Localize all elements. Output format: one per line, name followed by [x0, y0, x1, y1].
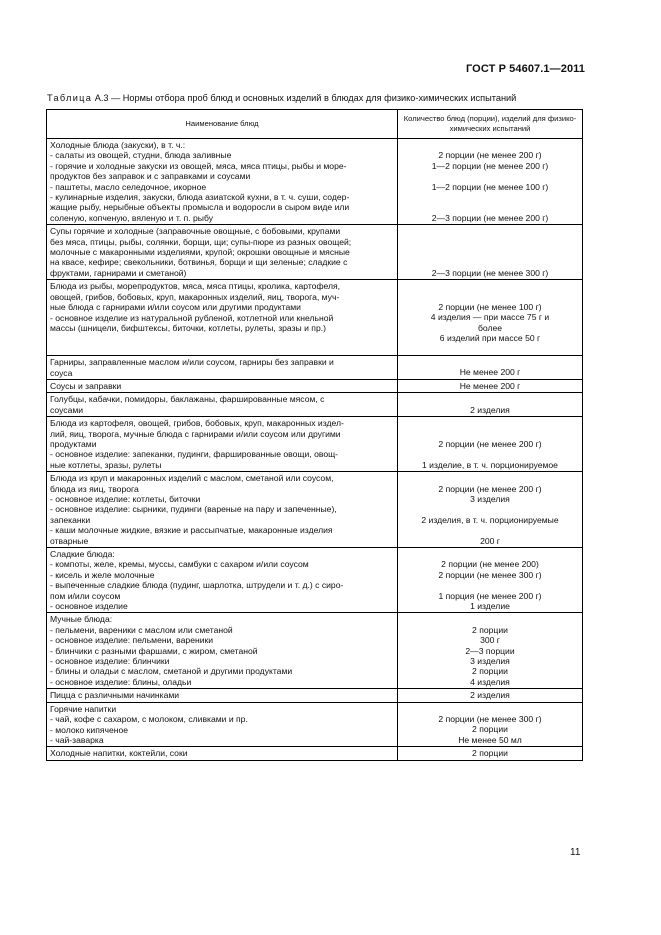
quantity-cell [398, 225, 583, 280]
qty-line: 2 порции [472, 666, 508, 677]
dish-line: Горячие напитки [50, 703, 117, 714]
qty-line [401, 281, 579, 291]
qty-line: 1 порция (не менее 200 г) [438, 590, 542, 601]
dish-line: Блюда из рыбы, морепродуктов, мяса, мяса птицы, кролика, картофеля, [50, 281, 341, 292]
dish-line: Гарниры, заправленные маслом и/или соусом, гарниры без заправки и [50, 357, 334, 368]
table-header-row [47, 110, 583, 139]
dish-line [50, 344, 394, 354]
dish-line: молочные с макаронными изделиями, крупой; окрошки овощные и мясные [50, 247, 350, 258]
dish-line: овощей, грибов, бобовых, круп, макаронных изделий, яиц, творога, муч- [50, 291, 340, 302]
dish-line [50, 333, 394, 343]
table-row [47, 417, 583, 472]
dish-line: - основное изделие: котлеты, биточки [50, 493, 201, 504]
dish-cell [47, 689, 398, 702]
column-header-dish: Наименование блюд [47, 110, 398, 139]
qty-line: 2 порции (не менее 300 г) [438, 714, 542, 725]
qty-line [401, 449, 579, 459]
qty-line [401, 704, 579, 714]
dish-line: запеканки [50, 514, 91, 525]
qty-line [401, 357, 579, 367]
qty-line: 1 изделие, в т. ч. порционируемое [422, 459, 558, 470]
dish-line: Холодные напитки, коктейли, соки [50, 748, 188, 759]
dish-line: - основное изделие: пельмени, вареники [50, 635, 214, 646]
dish-line: - кулинарные изделия, закуски, блюда азиатской кухни, в т. ч. суши, содер- [50, 192, 350, 203]
dish-line: - основное изделие: блины, оладьи [50, 676, 192, 687]
qty-line: 2 порции (не менее 100 г) [438, 302, 542, 313]
dish-line: Супы горячие и холодные (заправочные овощные, с бобовыми, крупами [50, 226, 341, 237]
dish-line: Соусы и заправки [50, 380, 122, 391]
qty-line: 1—2 порции (не менее 200 г) [431, 160, 549, 171]
qty-line [401, 549, 579, 559]
quantity-cell [398, 548, 583, 613]
quantity-cell [398, 702, 583, 747]
table-caption [47, 93, 516, 103]
quantity-cell [398, 379, 583, 392]
dish-line: соусами [50, 404, 84, 415]
dish-line: Блюда из картофеля, овощей, грибов, бобовых, круп, макаронных издел- [50, 418, 344, 429]
dish-cell [47, 417, 398, 472]
dish-line: жащие рыбу, нерыбные объекты промысла и водоросли в сыром виде или [50, 202, 350, 213]
table-row [47, 689, 583, 702]
dish-line: ные котлеты, зразы, рулеты [50, 459, 162, 470]
qty-line: 1—2 порции (не менее 100 г) [431, 181, 549, 192]
table-row [47, 613, 583, 689]
dish-line: - основное изделие: сырники, пудинги (вареные на пару и запеченные), [50, 504, 337, 515]
qty-line [401, 192, 579, 202]
dish-line: на квасе, кефире; свекольники, ботвинья, борщи и щи зеленые; сладкие с [50, 257, 348, 268]
qty-line: Не менее 50 мл [458, 734, 522, 745]
table-body [47, 139, 583, 761]
qty-line [401, 237, 579, 247]
qty-line: 2 изделия [470, 690, 510, 701]
dish-line: соуса [50, 367, 73, 378]
table-caption-title: А.3 — Нормы отбора проб блюд и основных изделий в блюдах для физико-химических испытаний [94, 93, 517, 103]
table-row [47, 747, 583, 760]
dish-line: - чай-заварка [50, 734, 104, 745]
dish-line: продуктами [50, 438, 97, 449]
dish-line: Сладкие блюда: [50, 549, 115, 559]
dish-cell [47, 139, 398, 225]
dish-line: - паштеты, масло селедочное, икорное [50, 181, 207, 192]
qty-line [401, 429, 579, 439]
qty-line [401, 525, 579, 535]
sampling-norms-table [46, 109, 583, 761]
quantity-cell [398, 613, 583, 689]
dish-line: фруктами, гарнирами и сметаной) [50, 267, 187, 278]
dish-line: - каши молочные жидкие, вязкие и рассыпчатые, макаронные изделия [50, 525, 333, 536]
table-row [47, 356, 583, 380]
qty-line: 1 изделие [470, 601, 510, 611]
dish-cell [47, 225, 398, 280]
quantity-cell [398, 393, 583, 417]
table-row [47, 225, 583, 280]
table-row [47, 702, 583, 747]
dish-line: - выпеченные сладкие блюда (пудинг, шарлотка, штрудели и т. д.) с сиро- [50, 580, 344, 591]
qty-line: 300 г [480, 635, 500, 646]
qty-line: 2 порции (не менее 200 г) [438, 150, 542, 161]
qty-line: более [477, 322, 503, 333]
dish-line: - основное изделие из натуральной рубленой, котлетной или кнельной [50, 312, 334, 323]
dish-line: - блины и оладьи с маслом, сметаной и другими продуктами [50, 666, 293, 677]
table-row [47, 472, 583, 548]
table-row [47, 548, 583, 613]
qty-line: 3 изделия [470, 493, 510, 504]
quantity-cell [398, 356, 583, 380]
dish-line: ные блюда с гарнирами и/или соусом или другими продуктами [50, 302, 301, 313]
qty-line [401, 473, 579, 483]
quantity-cell [398, 417, 583, 472]
page-number: 11 [570, 847, 581, 858]
dish-line: пом и/или соусом [50, 590, 121, 601]
qty-line: 2 порции (не менее 300 г) [438, 569, 542, 580]
dish-cell [47, 356, 398, 380]
qty-line: 2 изделия, в т. ч. порционируемые [421, 514, 559, 525]
dish-line: блюда из яиц, творога [50, 483, 139, 494]
quantity-cell [398, 747, 583, 760]
dish-line: Блюда из круп и макаронных изделий с маслом, сметаной или соусом, [50, 473, 334, 484]
dish-line: - основное изделие: запеканки, пудинги, фаршированные овощи, овощ- [50, 449, 339, 460]
dish-line: продуктов без заправок и с заправками и соусами [50, 171, 251, 182]
dish-cell [47, 379, 398, 392]
qty-line: 2 изделия [470, 404, 510, 415]
dish-line: соленую, копченую, вяленую и т. п. рыбу [50, 212, 214, 223]
qty-line: 2—3 порции (не менее 300 г) [431, 267, 549, 278]
table-row [47, 379, 583, 392]
dish-cell [47, 613, 398, 689]
quantity-cell [398, 689, 583, 702]
qty-line [401, 614, 579, 624]
dish-line: - пельмени, вареники с маслом или сметаной [50, 624, 233, 635]
qty-line: 2 порции (не менее 200) [441, 559, 539, 570]
dish-line: - блинчики с разными фаршами, с жиром, сметаной [50, 645, 258, 656]
qty-line: 2 порции [472, 624, 508, 635]
qty-line: 4 изделия [470, 676, 510, 687]
dish-line: Голубцы, кабачки, помидоры, баклажаны, фаршированные мясом, с [50, 394, 325, 405]
dish-line: - компоты, желе, кремы, муссы, самбуки с сахаром и/или соусом [50, 559, 309, 570]
dish-line: без мяса, птицы, рыбы, солянки, борщи, щи; супы-пюре из разных овощей; [50, 236, 352, 247]
qty-line: 2 порции (не менее 200 г) [438, 483, 542, 494]
dish-line: - горячие и холодные закуски из овощей, мяса, мяса птицы, рыбы и море- [50, 160, 347, 171]
dish-cell [47, 472, 398, 548]
dish-line: - чай, кофе с сахаром, с молоком, сливками и пр. [50, 714, 248, 725]
column-header-quantity: Количество блюд (порции), изделий для физико-химических испытаний [398, 110, 583, 139]
qty-line: 2—3 порции (не менее 200 г) [431, 212, 549, 223]
quantity-cell [398, 472, 583, 548]
qty-line [401, 504, 579, 514]
dish-line: - молоко кипяченое [50, 724, 129, 735]
qty-line [401, 257, 579, 267]
table-row [47, 139, 583, 225]
qty-line [401, 202, 579, 212]
qty-line: 200 г [480, 535, 500, 546]
dish-line: - кисель и желе молочные [50, 569, 155, 580]
table-caption-label: Таблица [47, 93, 93, 103]
dish-line: Пицца с различными начинками [50, 690, 180, 701]
table-row [47, 280, 583, 356]
qty-line [401, 140, 579, 150]
qty-line [401, 226, 579, 236]
qty-line [401, 292, 579, 302]
standard-number: ГОСТ Р 54607.1—2011 [465, 63, 585, 75]
dish-line: массы (шницели, бифштексы, биточки, котлеты, рулеты, зразы и пр.) [50, 322, 326, 333]
dish-line: - основное изделие: блинчики [50, 656, 170, 667]
dish-cell [47, 393, 398, 417]
qty-line: 6 изделий при массе 50 г [439, 333, 541, 344]
dish-line: Мучные блюда: [50, 614, 113, 625]
dish-line: - основное изделие [50, 601, 128, 612]
dish-cell [47, 747, 398, 760]
table-row [47, 393, 583, 417]
qty-line: Не менее 200 г [459, 380, 521, 391]
qty-line [401, 394, 579, 404]
qty-line [401, 344, 579, 354]
dish-cell [47, 280, 398, 356]
qty-line: 3 изделия [470, 656, 510, 667]
quantity-cell [398, 139, 583, 225]
qty-line: Не менее 200 г [459, 367, 521, 378]
dish-line: Холодные блюда (закуски), в т. ч.: [50, 140, 186, 150]
quantity-cell [398, 280, 583, 356]
qty-line: 2 порции [472, 748, 508, 759]
qty-line: 2 порции (не менее 200 г) [438, 438, 542, 449]
qty-line [401, 247, 579, 257]
dish-cell [47, 548, 398, 613]
qty-line [401, 418, 579, 428]
qty-line: 4 изделия — при массе 75 г и [430, 312, 550, 323]
dish-line: лий, яиц, творога, мучные блюда с гарнирами и/или соусом или другими [50, 428, 341, 439]
qty-line [401, 580, 579, 590]
dish-line: - салаты из овощей, студни, блюда заливные [50, 150, 232, 161]
qty-line [401, 171, 579, 181]
qty-line: 2 порции [472, 724, 508, 735]
qty-line: 2—3 порции [465, 645, 515, 656]
dish-cell [47, 702, 398, 747]
dish-line: отварные [50, 535, 89, 546]
